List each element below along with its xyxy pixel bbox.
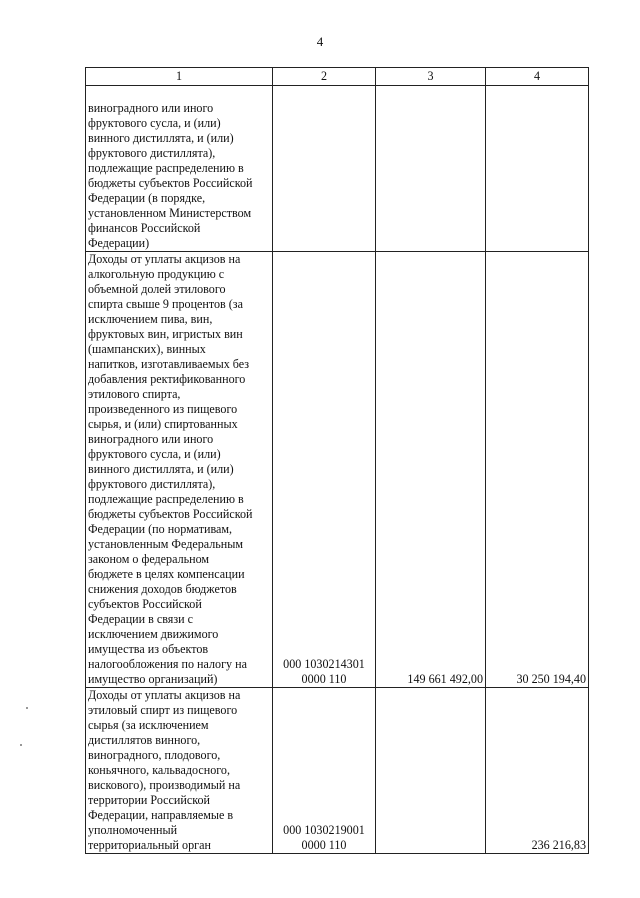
revenue-description: Доходы от уплаты акцизов на этиловый спирт из пищевого сырья (за исключением дистиллятов винного, виноградного, плодового, коньячного, кальвадосного, вискового), производимый на территории Российской Федерации, направляемые в уполномоченный территориальный орган bbox=[86, 688, 273, 854]
table-row bbox=[86, 252, 589, 688]
value-col4: 30 250 194,40 bbox=[486, 252, 589, 688]
budget-code: 000 1030219001 0000 110 bbox=[273, 688, 376, 854]
column-number-3: 3 bbox=[376, 68, 486, 86]
value-col4: 236 216,83 bbox=[486, 688, 589, 854]
budget-code: 000 1030214301 0000 110 bbox=[273, 252, 376, 688]
value-col3 bbox=[376, 688, 486, 854]
column-number-2: 2 bbox=[273, 68, 376, 86]
table-row bbox=[86, 688, 589, 854]
revenue-table bbox=[85, 67, 589, 854]
revenue-description: виноградного или иного фруктового сусла, и (или) винного дистиллята, и (или) фруктового дистиллята), подлежащие распределению в бюджеты субъектов Российской Федерации (в порядке, установленном Министерством финансов Российской Федерации) bbox=[86, 86, 273, 252]
value-col4 bbox=[486, 86, 589, 252]
scan-speck bbox=[20, 744, 22, 746]
value-col3 bbox=[376, 86, 486, 252]
column-number-1: 1 bbox=[86, 68, 273, 86]
revenue-description: Доходы от уплаты акцизов на алкогольную продукцию с объемной долей этилового спирта свыше 9 процентов (за исключением пива, вин, фруктовых вин, игристых вин (шампанских), винных напитков, изготавливаемых без добавления ректификованного этилового спирта, произведенного из пищевого сырья, и (или) спиртованных виноградного или иного фруктового сусла, и (или) винного дистиллята, и (или) фруктового дистиллята), подлежащие распределению в бюджеты субъектов Российской Федерации (по нормативам, установленным Федеральным законом о федеральном бюджете в целях компенсации снижения доходов бюджетов субъектов Российской Федерации в связи с исключением движимого имущества из объектов налогообложения по налогу на имущество организаций) bbox=[86, 252, 273, 688]
budget-code bbox=[273, 86, 376, 252]
value-col3: 149 661 492,00 bbox=[376, 252, 486, 688]
page-number: 4 bbox=[316, 34, 324, 49]
scan-speck bbox=[26, 707, 28, 709]
column-number-row bbox=[86, 68, 589, 86]
column-number-4: 4 bbox=[486, 68, 589, 86]
table-row bbox=[86, 86, 589, 252]
